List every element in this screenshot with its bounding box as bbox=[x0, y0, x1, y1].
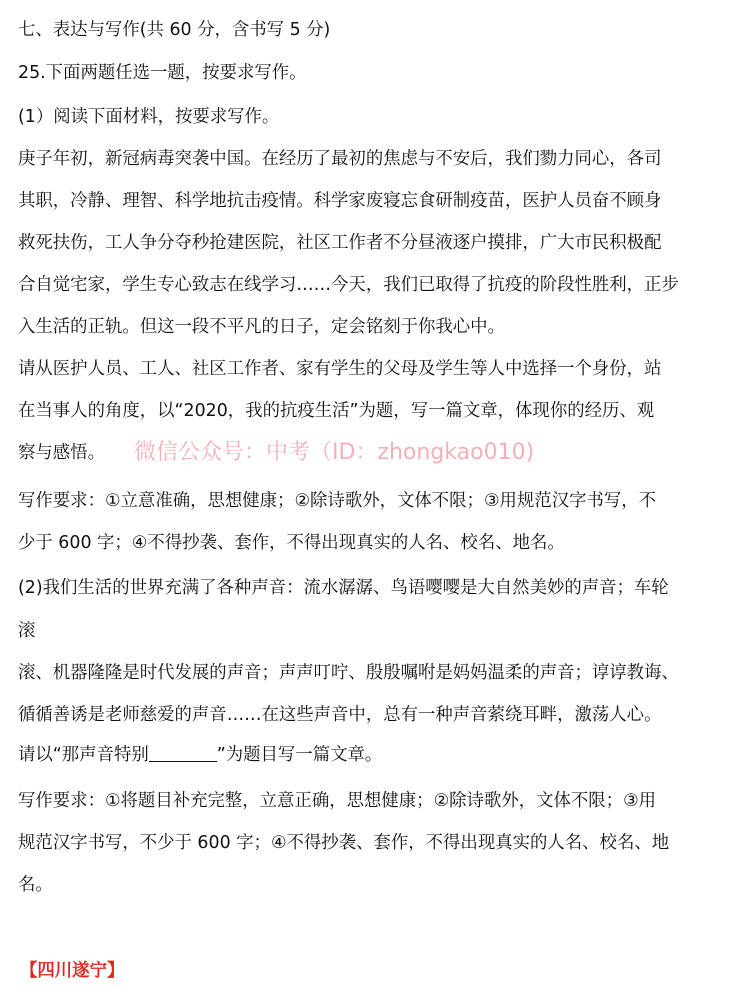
option1-requirement-line: 写作要求：①立意准确，思想健康；②除诗歌外，文体不限；③用规范汉字书写，不 bbox=[18, 491, 657, 511]
title-blank bbox=[149, 743, 217, 762]
option1-material-line: 其职，冷静、理智、科学地抗击疫情。科学家废寝忘食研制疫苗，医护人员奋不顾身 bbox=[18, 191, 662, 211]
option2-material-line: 滚 bbox=[18, 621, 36, 641]
option2-requirement-line: 写作要求：①将题目补充完整，立意正确，思想健康；②除诗歌外，文体不限；③用 bbox=[18, 791, 657, 811]
option1-material-line: 庚子年初，新冠病毒突袭中国。在经历了最初的焦虑与不安后，我们勠力同心，各司 bbox=[18, 149, 662, 169]
option2-material-line: 滚、机器隆隆是时代发展的声音；声声叮咛、殷殷嘱咐是妈妈温柔的声音；谆谆教诲、 bbox=[18, 663, 679, 683]
option1-task-line: 在当事人的角度，以“2020，我的抗疫生活”为题，写一篇文章，体现你的经历、观 bbox=[18, 401, 655, 421]
option2-task-prefix: 请以“那声音特别 bbox=[18, 745, 149, 765]
option1-task-line: 察与感悟。 bbox=[18, 443, 105, 463]
option2-requirement-line: 名。 bbox=[18, 875, 53, 895]
option2-material-line: 循循善诱是老师慈爱的声音……在这些声音中，总有一种声音萦绕耳畔，激荡人心。 bbox=[18, 705, 662, 725]
option1-task-line: 请从医护人员、工人、社区工作者、家有学生的父母及学生等人中选择一个身份，站 bbox=[18, 359, 662, 379]
option1-material-line: 合自觉宅家，学生专心致志在线学习……今天，我们已取得了抗疫的阶段性胜利，正步 bbox=[18, 275, 679, 295]
option1-material-line: 救死扶伤，工人争分夺秒抢建医院，社区工作者不分昼液逐户摸排，广大市民积极配 bbox=[18, 233, 662, 253]
watermark-text: 微信公众号：中考（ID：zhongkao010) bbox=[134, 440, 535, 465]
question-title: 25.下面两题任选一题，按要求写作。 bbox=[18, 63, 307, 83]
option2-material-line: (2)我们生活的世界充满了各种声音：流水潺潺、鸟语嘤嘤是大自然美妙的声音；车轮 bbox=[18, 578, 669, 598]
option2-task-line bbox=[18, 740, 733, 770]
option2-task-suffix: ”为题目写一篇文章。 bbox=[216, 745, 383, 765]
region-tag: 【四川遂宁】 bbox=[20, 961, 125, 981]
option2-requirement-line: 规范汉字书写，不少于 600 字；④不得抄袭、套作，不得出现真实的人名、校名、地 bbox=[18, 833, 670, 853]
option1-heading: (1）阅读下面材料，按要求写作。 bbox=[18, 107, 280, 127]
option1-material-line: 入生活的正轨。但这一段不平凡的日子，定会铭刻于你我心中。 bbox=[18, 317, 505, 337]
section-title: 七、表达与写作(共 60 分，含书写 5 分) bbox=[18, 20, 331, 40]
option1-requirement-line: 少于 600 字；④不得抄袭、套作，不得出现真实的人名、校名、地名。 bbox=[18, 533, 565, 553]
